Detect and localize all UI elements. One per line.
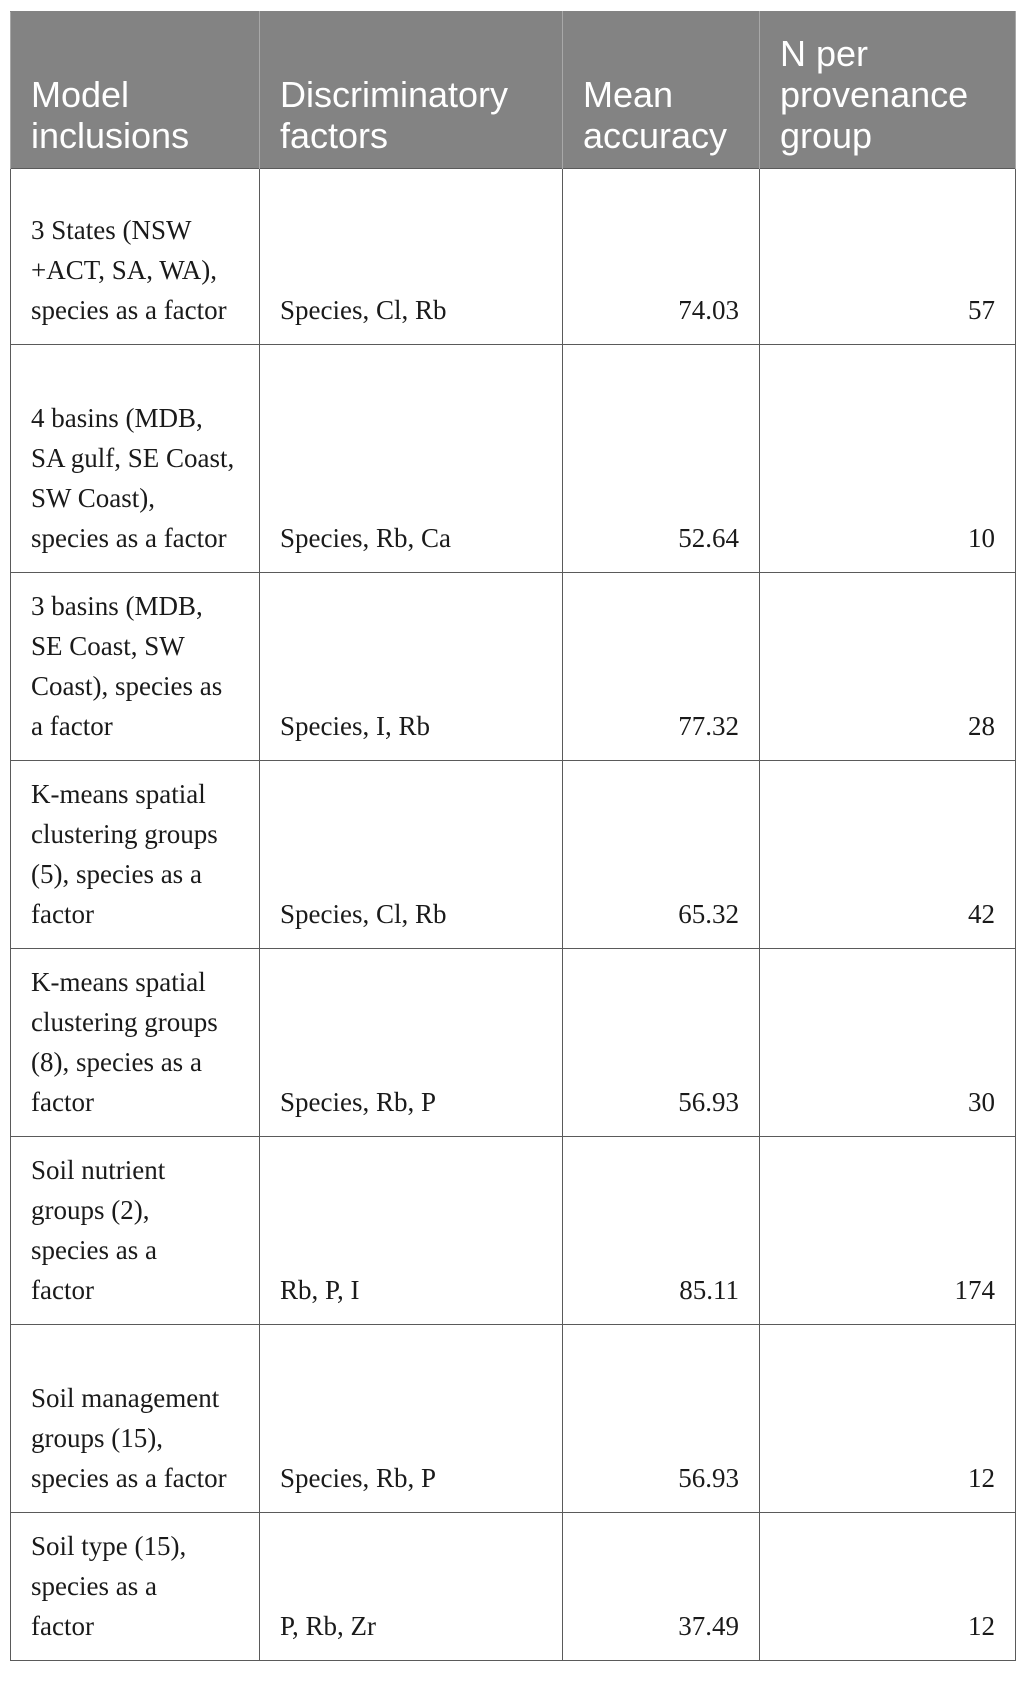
cell-mean-accuracy: 74.03 xyxy=(563,169,760,345)
cell-n-per-group: 174 xyxy=(760,1137,1016,1325)
cell-discriminatory-factors: P, Rb, Zr xyxy=(260,1513,563,1661)
cell-model-inclusions xyxy=(11,761,260,949)
results-table xyxy=(10,11,1016,1661)
cell-mean-accuracy: 56.93 xyxy=(563,1325,760,1513)
header-model-inclusions: Model inclusions xyxy=(11,12,260,169)
cell-model-inclusions xyxy=(11,169,260,345)
header-discriminatory-factors: Discriminatory factors xyxy=(260,12,563,169)
cell-n-per-group: 28 xyxy=(760,573,1016,761)
cell-discriminatory-factors: Species, Cl, Rb xyxy=(260,169,563,345)
cell-model-inclusions xyxy=(11,1513,260,1661)
table-row xyxy=(11,1137,1016,1325)
cell-text: Soil nutrient groups (2), species as a factor xyxy=(31,1155,166,1305)
cell-discriminatory-factors: Species, Rb, P xyxy=(260,1325,563,1513)
cell-discriminatory-factors: Species, Cl, Rb xyxy=(260,761,563,949)
table-row xyxy=(11,1325,1016,1513)
cell-text: 3 basins (MDB, SE Coast, SW Coast), species as a factor xyxy=(31,591,223,741)
cell-n-per-group: 57 xyxy=(760,169,1016,345)
cell-model-inclusions xyxy=(11,345,260,573)
table-body xyxy=(11,169,1016,1661)
cell-mean-accuracy: 52.64 xyxy=(563,345,760,573)
cell-text: Soil management groups (15), species as a factor xyxy=(31,1383,227,1493)
cell-mean-accuracy: 77.32 xyxy=(563,573,760,761)
cell-discriminatory-factors: Species, Rb, Ca xyxy=(260,345,563,573)
cell-mean-accuracy: 37.49 xyxy=(563,1513,760,1661)
cell-n-per-group: 12 xyxy=(760,1325,1016,1513)
cell-text: Soil type (15), species as a factor xyxy=(31,1531,187,1641)
table-row xyxy=(11,169,1016,345)
cell-model-inclusions xyxy=(11,1137,260,1325)
cell-text: 4 basins (MDB, SA gulf, SE Coast, SW Coast), species as a factor xyxy=(31,403,235,553)
cell-discriminatory-factors: Species, Rb, P xyxy=(260,949,563,1137)
cell-discriminatory-factors: Rb, P, I xyxy=(260,1137,563,1325)
cell-model-inclusions xyxy=(11,949,260,1137)
cell-mean-accuracy: 56.93 xyxy=(563,949,760,1137)
header-n-per-group: N per provenance group xyxy=(760,12,1016,169)
table-row xyxy=(11,761,1016,949)
cell-text: 3 States (NSW +ACT, SA, WA), species as a factor xyxy=(31,215,227,325)
table-row xyxy=(11,573,1016,761)
cell-n-per-group: 30 xyxy=(760,949,1016,1137)
cell-n-per-group: 42 xyxy=(760,761,1016,949)
cell-n-per-group: 12 xyxy=(760,1513,1016,1661)
table-row xyxy=(11,1513,1016,1661)
table-row xyxy=(11,345,1016,573)
cell-mean-accuracy: 65.32 xyxy=(563,761,760,949)
cell-model-inclusions xyxy=(11,573,260,761)
cell-n-per-group: 10 xyxy=(760,345,1016,573)
cell-model-inclusions xyxy=(11,1325,260,1513)
cell-discriminatory-factors: Species, I, Rb xyxy=(260,573,563,761)
header-row xyxy=(11,12,1016,169)
cell-text: K-means spatial clustering groups (5), species as a factor xyxy=(31,779,218,929)
cell-text: K-means spatial clustering groups (8), species as a factor xyxy=(31,967,218,1117)
table-row xyxy=(11,949,1016,1137)
header-mean-accuracy: Mean accuracy xyxy=(563,12,760,169)
table-header xyxy=(11,12,1016,169)
cell-mean-accuracy: 85.11 xyxy=(563,1137,760,1325)
